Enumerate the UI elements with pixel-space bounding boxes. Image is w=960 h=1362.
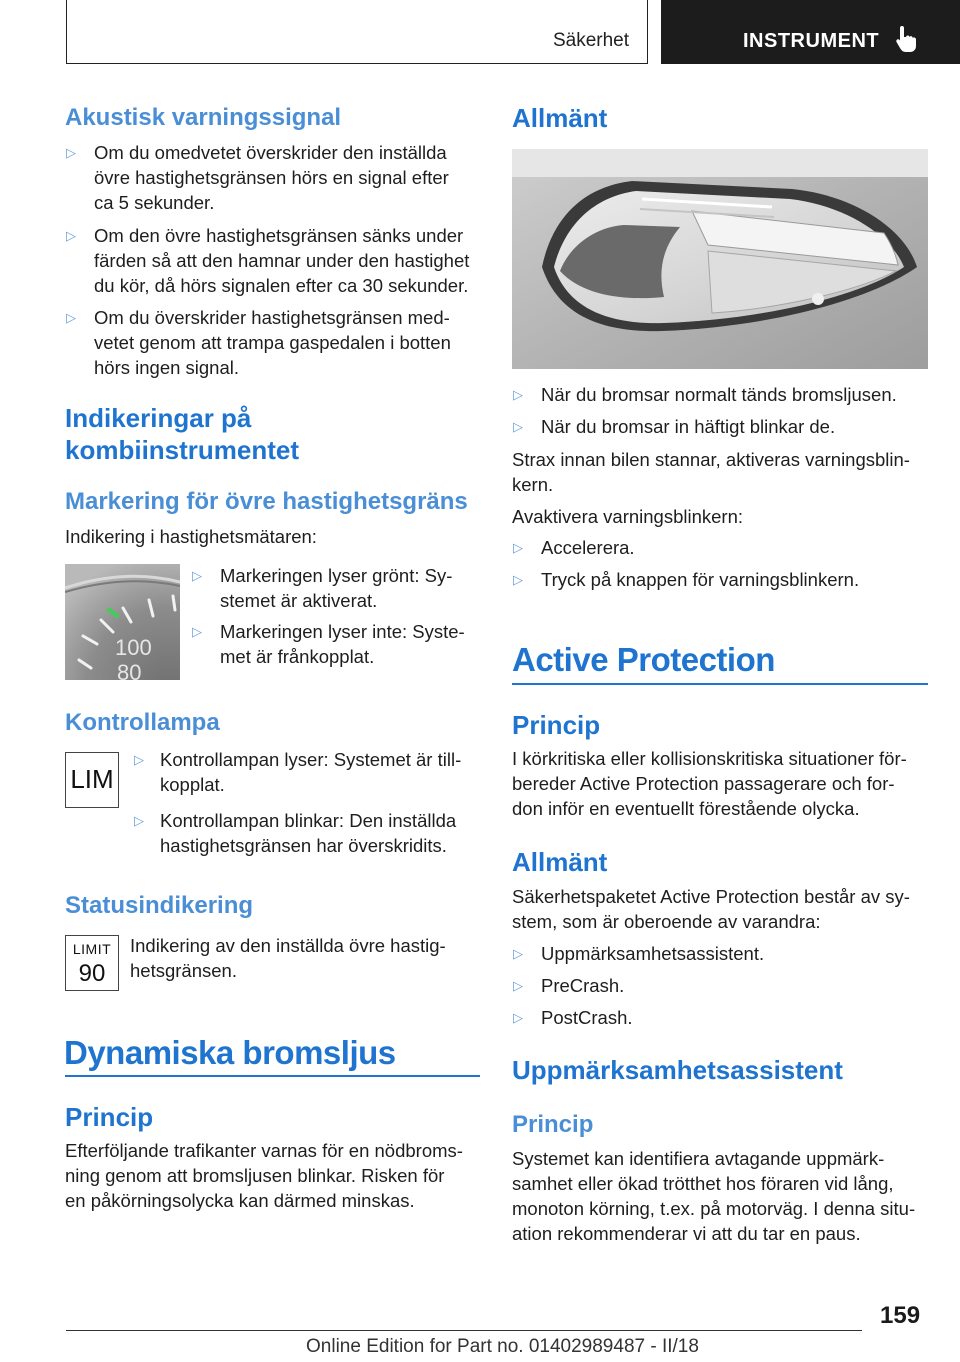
akustisk-bullet-1 — [66, 140, 484, 215]
allmant-avaktivera: Avaktivera varningsblinkern: — [512, 506, 744, 527]
bullet-triangle-icon: ▷ — [513, 1010, 523, 1025]
section-rule — [512, 683, 928, 685]
text-line: Indikering av den inställda övre hastig- — [130, 935, 446, 956]
markering-bullet-2 — [192, 619, 490, 669]
bullet-triangle-icon: ▷ — [513, 540, 523, 555]
text-line: met är frånkopplat. — [220, 646, 375, 667]
markering-bullet-1 — [192, 563, 490, 613]
bullet-triangle-icon: ▷ — [134, 752, 144, 767]
tail-light-image — [512, 149, 928, 369]
limit-icon-number: 90 — [78, 960, 106, 987]
statusindikering-heading: Statusindikering — [65, 892, 254, 919]
bullet-triangle-icon: ▷ — [513, 978, 523, 993]
text-line: Uppmärksamhetsassistent. — [541, 943, 765, 964]
bullet-triangle-icon: ▷ — [513, 387, 523, 402]
text-line: Markeringen lyser inte: Syste- — [220, 621, 465, 642]
text-line: PostCrash. — [541, 1007, 633, 1028]
uppmarksamhet-heading: Uppmärksamhetsassistent — [512, 1055, 843, 1085]
header-chapter-tab[interactable] — [661, 0, 960, 64]
text-line: Säkerhetspaketet Active Protection består av sy- — [512, 886, 910, 907]
text-line: samhet eller ökad trötthet hos föraren vid lång, — [512, 1173, 894, 1194]
active-protection-heading: Active Protection — [512, 641, 775, 678]
lim-indicator-icon — [65, 752, 119, 808]
text-line: Om du överskrider hastighetsgränsen med- — [94, 307, 450, 328]
akustisk-bullet-2 — [66, 223, 486, 298]
text-line: Systemet kan identifiera avtagande uppmärk- — [512, 1148, 885, 1169]
bullet-triangle-icon: ▷ — [134, 813, 144, 828]
active-bullet-1 — [513, 941, 931, 966]
lim-icon-text: LIM — [70, 764, 114, 794]
bullet-triangle-icon: ▷ — [513, 572, 523, 587]
text-line: ation rekommenderar vi att du tar en paus. — [512, 1223, 861, 1244]
text-line: bereder Active Protection passagerare och for- — [512, 773, 895, 794]
text-line: övre hastighetsgränsen hörs en signal efter — [94, 167, 449, 188]
bullet-triangle-icon: ▷ — [513, 419, 523, 434]
akustisk-bullet-3 — [66, 305, 484, 380]
dynamiska-heading: Dynamiska bromsljus — [64, 1034, 396, 1071]
uppmarksamhet-text — [512, 1146, 942, 1246]
active-bullet-2 — [513, 973, 931, 998]
allmant-bullet-2 — [513, 414, 931, 439]
header-section-box — [66, 0, 648, 64]
active-princip-heading: Princip — [512, 710, 601, 740]
text-line: hörs ingen signal. — [94, 357, 240, 378]
dynamiska-princip-text — [65, 1138, 485, 1213]
text-line: stemet är aktiverat. — [220, 590, 378, 611]
limit-90-indicator-icon — [65, 935, 119, 991]
text-line: När du bromsar in häftigt blinkar de. — [541, 416, 836, 437]
text-line: Efterföljande trafikanter varnas för en nödbroms- — [65, 1140, 463, 1161]
active-allmant-text — [512, 884, 937, 934]
text-line: don inför en eventuellt förestående olycka. — [512, 798, 860, 819]
text-line: ning genom att bromsljusen blinkar. Risken för — [65, 1165, 445, 1186]
footer-rule — [66, 1330, 862, 1331]
markering-heading: Markering för övre hastighetsgräns — [65, 488, 468, 515]
uppmarksamhet-princip-heading: Princip — [512, 1111, 594, 1138]
text-line: monoton körning, t.ex. på motorväg. I denna situ- — [512, 1198, 916, 1219]
active-princip-text — [512, 746, 937, 821]
text-line: kern. — [512, 474, 554, 495]
bullet-triangle-icon: ▷ — [66, 145, 76, 160]
bullet-triangle-icon: ▷ — [192, 568, 202, 583]
bullet-triangle-icon: ▷ — [66, 310, 76, 325]
allmant-bullet-4 — [513, 567, 931, 592]
kontrollampa-heading: Kontrollampa — [65, 709, 220, 736]
dynamiska-princip-heading: Princip — [65, 1102, 154, 1132]
allmant-heading: Allmänt — [512, 103, 608, 133]
text-line: kopplat. — [160, 774, 225, 795]
text-line: ca 5 sekunder. — [94, 192, 215, 213]
akustisk-heading: Akustisk varningssignal — [65, 104, 342, 131]
page-number: 159 — [880, 1302, 921, 1329]
text-line: Kontrollampan lyser: Systemet är till- — [160, 749, 462, 770]
kontrollampa-bullet-1 — [134, 747, 480, 797]
text-line: Markeringen lyser grönt: Sy- — [220, 565, 453, 586]
statusindikering-text — [130, 933, 480, 983]
text-line: Strax innan bilen stannar, aktiveras varningsblin- — [512, 449, 910, 470]
text-line: Tryck på knappen för varningsblinkern. — [541, 569, 860, 590]
limit-icon-text: LIMIT — [72, 941, 112, 957]
text-line: När du bromsar normalt tänds bromsljusen. — [541, 384, 897, 405]
active-bullet-3 — [513, 1005, 931, 1030]
text-line: färden så att den hamnar under den hastighet — [94, 250, 470, 271]
section-rule — [65, 1075, 480, 1077]
speedometer-image — [65, 564, 180, 680]
text-line: en påkörningsolycka kan därmed minskas. — [65, 1190, 415, 1211]
text-line: Accelerera. — [541, 537, 635, 558]
heading-line: Indikeringar på — [65, 403, 252, 433]
indikeringar-heading — [65, 402, 299, 466]
bullet-triangle-icon: ▷ — [513, 946, 523, 961]
kontrollampa-bullet-2 — [134, 808, 480, 858]
header-section-label: Säkerhet — [552, 30, 629, 51]
text-line: Kontrollampan blinkar: Den inställda — [160, 810, 457, 831]
speedo-label-80: 80 — [117, 660, 142, 680]
bullet-triangle-icon: ▷ — [192, 624, 202, 639]
allmant-paragraph — [512, 447, 932, 497]
text-line: Om den övre hastighetsgränsen sänks under — [94, 225, 464, 246]
speedo-label-100: 100 — [115, 635, 152, 660]
allmant-bullet-3 — [513, 535, 931, 560]
text-line: stem, som är oberoende av varandra: — [512, 911, 821, 932]
text-line: hastighetsgränsen har överskridits. — [160, 835, 447, 856]
active-allmant-heading: Allmänt — [512, 847, 608, 877]
text-line: Om du omedvetet överskrider den inställda — [94, 142, 447, 163]
text-line: vetet genom att trampa gaspedalen i botten — [94, 332, 451, 353]
text-line: I körkritiska eller kollisionskritiska situationer för- — [512, 748, 907, 769]
footer-edition: Online Edition for Part no. 01402989487 - II/18 — [306, 1336, 699, 1357]
text-line: hetsgränsen. — [130, 960, 237, 981]
text-line: PreCrash. — [541, 975, 625, 996]
markering-intro: Indikering i hastighetsmätaren: — [65, 526, 317, 547]
allmant-bullet-1 — [513, 382, 931, 407]
text-line: du kör, då hörs signalen efter ca 30 sekunder. — [94, 275, 469, 296]
pointing-hand-icon — [893, 24, 921, 54]
heading-line: kombiinstrumentet — [65, 435, 300, 465]
bullet-triangle-icon: ▷ — [66, 228, 76, 243]
header-chapter-label: INSTRUMENT — [743, 30, 880, 52]
